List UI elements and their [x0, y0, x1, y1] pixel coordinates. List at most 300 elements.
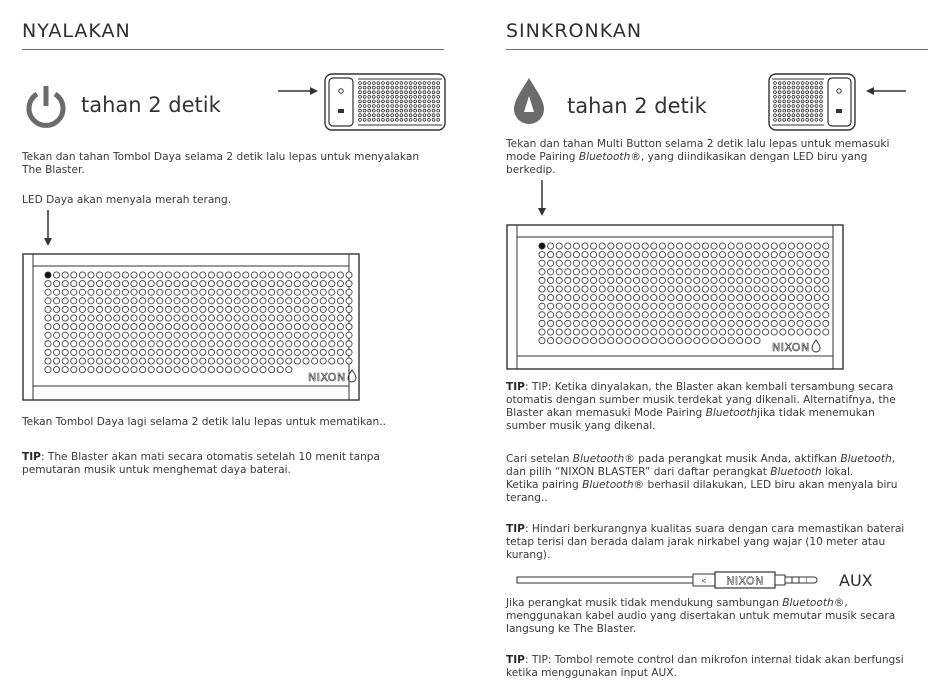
grill-hole	[400, 95, 403, 98]
grill-hole	[54, 289, 60, 295]
grill-hole	[625, 277, 631, 283]
grill-hole	[754, 286, 760, 292]
arrow-down-icon	[537, 180, 547, 216]
grill-hole	[625, 286, 631, 292]
grill-hole	[382, 118, 385, 121]
grill-hole	[792, 95, 795, 98]
grill-hole	[582, 260, 588, 266]
grill-hole	[277, 358, 283, 364]
grill-hole	[363, 86, 366, 89]
grill-hole	[148, 272, 154, 278]
grill-hole	[329, 289, 335, 295]
grill-hole	[651, 338, 657, 344]
grill-hole	[745, 252, 751, 258]
grill-hole	[157, 289, 163, 295]
grill-hole	[114, 298, 120, 304]
grill-hole	[599, 329, 605, 335]
grill-hole	[277, 349, 283, 355]
grill-hole	[386, 95, 389, 98]
grill-hole	[763, 260, 769, 266]
grill-hole	[226, 349, 232, 355]
grill-hole	[780, 329, 786, 335]
grill-hole	[737, 277, 743, 283]
grill-hole	[217, 289, 223, 295]
grill-hole	[634, 269, 640, 275]
grill-hole	[806, 320, 812, 326]
section-title-nyalakan: NYALAKAN	[22, 20, 131, 42]
grill-hole	[745, 320, 751, 326]
grill-hole	[616, 338, 622, 344]
grill-hole	[329, 324, 335, 330]
grill-hole	[114, 272, 120, 278]
grill-hole	[97, 315, 103, 321]
grill-hole	[251, 298, 257, 304]
grill-hole	[363, 118, 366, 121]
grill-hole	[778, 118, 781, 121]
grill-hole	[62, 272, 68, 278]
grill-hole	[368, 100, 371, 103]
grill-hole	[294, 349, 300, 355]
grill-hole	[783, 95, 786, 98]
grill-hole	[797, 286, 803, 292]
grill-hole	[382, 82, 385, 85]
grill-hole	[573, 295, 579, 301]
grill-hole	[54, 315, 60, 321]
grill-hole	[591, 338, 597, 344]
grill-hole	[642, 320, 648, 326]
grill-hole	[79, 349, 85, 355]
tip-text: : The Blaster akan mati secara otomatis setelah 10 menit tanpa pemutaran musik untuk menghemat daya baterai.	[22, 451, 380, 476]
grill-hole	[105, 324, 111, 330]
grill-hole	[634, 329, 640, 335]
grill-hole	[810, 95, 813, 98]
grill-hole	[792, 100, 795, 103]
grill-hole	[437, 91, 440, 94]
grill-hole	[395, 91, 398, 94]
grill-hole	[234, 281, 240, 287]
grill-hole	[814, 277, 820, 283]
grill-hole	[409, 105, 412, 108]
grill-hole	[303, 358, 309, 364]
grill-hole	[277, 298, 283, 304]
grill-hole	[114, 358, 120, 364]
grill-hole	[787, 82, 790, 85]
grill-hole	[432, 114, 435, 117]
hold-label: tahan 2 detik	[567, 94, 707, 118]
grill-hole	[625, 252, 631, 258]
grill-hole	[386, 91, 389, 94]
grill-hole	[62, 315, 68, 321]
grill-hole	[286, 367, 292, 373]
grill-hole	[668, 329, 674, 335]
grill-hole	[377, 100, 380, 103]
tip-text: : TIP: Tombol remote control dan mikrofon internal tidak akan berfungsi ketika menggunakan input AUX.	[506, 654, 904, 679]
grill-hole	[694, 277, 700, 283]
grill-hole	[260, 289, 266, 295]
grill-hole	[260, 341, 266, 347]
grill-hole	[105, 367, 111, 373]
grill-hole	[277, 341, 283, 347]
grill-hole	[418, 114, 421, 117]
grill-hole	[787, 118, 790, 121]
grill-hole	[428, 82, 431, 85]
grill-hole	[728, 320, 734, 326]
grill-hole	[556, 269, 562, 275]
grill-hole	[774, 82, 777, 85]
grill-hole	[140, 289, 146, 295]
grill-hole	[565, 252, 571, 258]
grill-hole	[329, 332, 335, 338]
speaker-side-view	[324, 73, 446, 131]
tip-text: jika tidak menemukan sumber musik yang dikenal.	[506, 407, 875, 432]
grill-hole	[616, 269, 622, 275]
grill-hole	[801, 86, 804, 89]
grill-hole	[797, 320, 803, 326]
grill-hole	[432, 109, 435, 112]
grill-hole	[582, 269, 588, 275]
grill-hole	[391, 100, 394, 103]
grill-hole	[573, 269, 579, 275]
grill-hole	[122, 324, 128, 330]
grill-hole	[823, 312, 829, 318]
grill-hole	[54, 367, 60, 373]
grill-hole	[359, 86, 362, 89]
grill-hole	[131, 324, 137, 330]
grill-hole	[745, 277, 751, 283]
grill-hole	[711, 295, 717, 301]
grill-hole	[608, 320, 614, 326]
grill-hole	[685, 295, 691, 301]
grill-hole	[200, 315, 206, 321]
grill-hole	[363, 95, 366, 98]
grill-hole	[409, 82, 412, 85]
grill-hole	[368, 114, 371, 117]
grill-hole	[251, 272, 257, 278]
grill-hole	[329, 341, 335, 347]
grill-hole	[148, 358, 154, 364]
grill-hole	[286, 281, 292, 287]
grill-hole	[131, 315, 137, 321]
grill-hole	[260, 281, 266, 287]
grill-hole	[608, 303, 614, 309]
grill-hole	[303, 332, 309, 338]
grill-hole	[659, 329, 665, 335]
grill-hole	[792, 91, 795, 94]
grill-hole	[329, 281, 335, 287]
grill-hole	[391, 91, 394, 94]
grill-hole	[754, 320, 760, 326]
grill-hole	[174, 332, 180, 338]
grill-hole	[702, 286, 708, 292]
grill-hole	[368, 105, 371, 108]
grill-hole	[386, 118, 389, 121]
grill-hole	[720, 303, 726, 309]
grill-hole	[702, 312, 708, 318]
grill-hole	[243, 367, 249, 373]
speaker-side-view	[768, 73, 856, 131]
grill-hole	[320, 289, 326, 295]
grill-hole	[294, 358, 300, 364]
grill-hole	[312, 298, 318, 304]
grill-hole	[208, 315, 214, 321]
grill-hole	[797, 105, 800, 108]
led-note: LED Daya akan menyala merah terang.	[22, 194, 232, 206]
grill-hole	[642, 277, 648, 283]
grill-hole	[771, 260, 777, 266]
grill-hole	[437, 109, 440, 112]
grill-hole	[346, 281, 352, 287]
speaker-brand: NIXON	[772, 341, 810, 354]
grill-hole	[105, 281, 111, 287]
grill-hole	[312, 341, 318, 347]
grill-hole	[260, 298, 266, 304]
grill-hole	[88, 272, 94, 278]
grill-hole	[815, 95, 818, 98]
grill-hole	[409, 109, 412, 112]
tip-label: TIP	[506, 381, 525, 393]
grill-hole	[165, 341, 171, 347]
grill-hole	[277, 367, 283, 373]
grill-hole	[62, 358, 68, 364]
grill-hole	[556, 295, 562, 301]
grill-hole	[337, 315, 343, 321]
grill-hole	[771, 286, 777, 292]
grill-hole	[591, 269, 597, 275]
connect-text: ® pada perangkat musik Anda, aktifkan	[624, 453, 841, 465]
grill-hole	[54, 358, 60, 364]
grill-hole	[165, 349, 171, 355]
grill-hole	[97, 281, 103, 287]
grill-hole	[312, 358, 318, 364]
grill-hole	[97, 306, 103, 312]
grill-hole	[573, 312, 579, 318]
grill-hole	[140, 349, 146, 355]
grill-hole	[428, 86, 431, 89]
grill-hole	[251, 289, 257, 295]
bluetooth-word: Bluetooth	[770, 466, 822, 478]
grill-hole	[97, 289, 103, 295]
grill-hole	[774, 114, 777, 117]
grill-hole	[745, 260, 751, 266]
grill-hole	[625, 243, 631, 249]
grill-hole	[814, 312, 820, 318]
grill-hole	[763, 252, 769, 258]
grill-hole	[539, 329, 545, 335]
grill-hole	[814, 243, 820, 249]
grill-hole	[200, 281, 206, 287]
grill-hole	[251, 324, 257, 330]
grill-hole	[634, 303, 640, 309]
grill-hole	[677, 329, 683, 335]
grill-hole	[591, 260, 597, 266]
grill-hole	[303, 306, 309, 312]
grill-hole	[792, 105, 795, 108]
grill-hole	[114, 324, 120, 330]
grill-hole	[806, 252, 812, 258]
grill-hole	[763, 286, 769, 292]
grill-hole	[140, 324, 146, 330]
grill-hole	[312, 332, 318, 338]
grill-hole	[677, 338, 683, 344]
grill-hole	[771, 295, 777, 301]
grill-hole	[651, 303, 657, 309]
grill-hole	[737, 252, 743, 258]
grill-hole	[720, 329, 726, 335]
grill-hole	[312, 272, 318, 278]
grill-hole	[62, 298, 68, 304]
grill-hole	[774, 105, 777, 108]
svg-text:<: <	[701, 576, 707, 586]
grill-hole	[62, 367, 68, 373]
grill-hole	[737, 338, 743, 344]
grill-hole	[774, 109, 777, 112]
grill-hole	[548, 260, 554, 266]
grill-hole	[754, 338, 760, 344]
grill-hole	[720, 269, 726, 275]
grill-hole	[337, 281, 343, 287]
grill-hole	[62, 341, 68, 347]
grill-hole	[391, 109, 394, 112]
grill-hole	[368, 82, 371, 85]
grill-hole	[573, 286, 579, 292]
grill-hole	[346, 298, 352, 304]
grill-hole	[823, 303, 829, 309]
grill-hole	[815, 118, 818, 121]
grill-hole	[548, 312, 554, 318]
grill-hole	[217, 306, 223, 312]
bluetooth-word: Bluetooth	[582, 479, 634, 491]
connect-text: lokal.	[821, 466, 854, 478]
grill-hole	[432, 95, 435, 98]
grill-hole	[243, 298, 249, 304]
grill-hole	[668, 312, 674, 318]
grill-hole	[97, 332, 103, 338]
grill-hole	[395, 118, 398, 121]
grill-hole	[183, 272, 189, 278]
grill-hole	[565, 269, 571, 275]
grill-hole	[801, 82, 804, 85]
grill-hole	[763, 312, 769, 318]
grill-hole	[243, 289, 249, 295]
grill-hole	[754, 252, 760, 258]
grill-hole	[677, 312, 683, 318]
arrow-left-icon	[866, 86, 906, 96]
grill-hole	[45, 306, 51, 312]
grill-hole	[183, 341, 189, 347]
grill-hole	[105, 298, 111, 304]
grill-hole	[810, 105, 813, 108]
grill-hole	[783, 82, 786, 85]
grill-hole	[303, 349, 309, 355]
grill-hole	[702, 260, 708, 266]
grill-hole	[382, 114, 385, 117]
grill-hole	[269, 341, 275, 347]
grill-hole	[720, 286, 726, 292]
grill-hole	[788, 269, 794, 275]
grill-hole	[226, 332, 232, 338]
grill-hole	[783, 86, 786, 89]
grill-hole	[797, 95, 800, 98]
grill-hole	[806, 109, 809, 112]
grill-hole	[745, 295, 751, 301]
grill-hole	[45, 358, 51, 364]
grill-hole	[105, 349, 111, 355]
grill-hole	[174, 306, 180, 312]
grill-hole	[616, 260, 622, 266]
grill-hole	[88, 289, 94, 295]
grill-hole	[226, 367, 232, 373]
grill-hole	[437, 105, 440, 108]
grill-hole	[428, 95, 431, 98]
grill-hole	[806, 329, 812, 335]
grill-hole	[79, 281, 85, 287]
grill-hole	[286, 306, 292, 312]
grill-hole	[45, 298, 51, 304]
grill-hole	[539, 269, 545, 275]
grill-hole	[174, 324, 180, 330]
grill-hole	[788, 303, 794, 309]
grill-hole	[269, 324, 275, 330]
grill-hole	[582, 329, 588, 335]
grill-hole	[226, 324, 232, 330]
grill-hole	[539, 252, 545, 258]
grill-hole	[582, 277, 588, 283]
grill-hole	[651, 277, 657, 283]
grill-hole	[745, 312, 751, 318]
grill-hole	[565, 320, 571, 326]
grill-hole	[329, 358, 335, 364]
grill-hole	[728, 286, 734, 292]
grill-hole	[720, 312, 726, 318]
grill-hole	[745, 329, 751, 335]
grill-hole	[763, 243, 769, 249]
grill-hole	[312, 306, 318, 312]
grill-hole	[337, 332, 343, 338]
grill-hole	[303, 298, 309, 304]
grill-hole	[260, 367, 266, 373]
power-instruction: Tekan dan tahan Tombol Daya selama 2 detik lalu lepas untuk menyalakan The Blaster.	[22, 151, 420, 176]
grill-hole	[797, 295, 803, 301]
grill-hole	[591, 312, 597, 318]
grill-hole	[191, 306, 197, 312]
grill-hole	[565, 295, 571, 301]
grill-hole	[780, 303, 786, 309]
grill-hole	[608, 269, 614, 275]
speaker-front	[22, 253, 360, 401]
grill-hole	[71, 358, 77, 364]
grill-hole	[359, 100, 362, 103]
grill-hole	[599, 338, 605, 344]
grill-hole	[737, 269, 743, 275]
grill-hole	[140, 358, 146, 364]
grill-hole	[659, 286, 665, 292]
grill-hole	[599, 320, 605, 326]
grill-hole	[565, 243, 571, 249]
grill-hole	[368, 118, 371, 121]
grill-hole	[363, 100, 366, 103]
grill-hole	[359, 109, 362, 112]
grill-hole	[556, 303, 562, 309]
grill-hole	[409, 114, 412, 117]
grill-hole	[788, 243, 794, 249]
grill-hole	[820, 91, 823, 94]
grill-hole	[409, 95, 412, 98]
grill-hole	[414, 82, 417, 85]
grill-hole	[573, 252, 579, 258]
grill-hole	[165, 281, 171, 287]
grill-hole	[337, 349, 343, 355]
grill-hole	[754, 329, 760, 335]
